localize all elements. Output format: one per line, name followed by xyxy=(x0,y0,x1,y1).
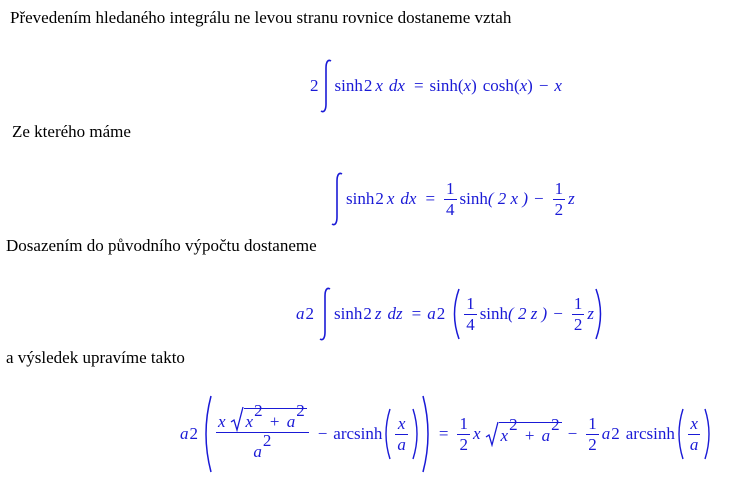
cosh-fn: cosh xyxy=(482,76,514,95)
equals: = xyxy=(425,189,436,208)
minus: − xyxy=(538,76,549,95)
sinh-fn: sinh xyxy=(479,304,509,323)
text-line-1: Převedením hledaného integrálu ne levou stranu rovnice dostaneme vztah xyxy=(10,8,512,27)
var-x: x xyxy=(386,189,395,208)
arg-2x: ( 2 x ) xyxy=(487,189,528,208)
right-paren-icon xyxy=(421,394,433,474)
var-x: x xyxy=(463,76,472,95)
left-paren-icon xyxy=(201,394,213,474)
var-a: a xyxy=(601,424,611,443)
paren-close: ) xyxy=(471,76,477,95)
var-x: x xyxy=(375,76,383,95)
var-z: z xyxy=(374,304,382,323)
fraction-one-half: $\frac{1}{2}$ xyxy=(573,293,583,334)
equation-2: sinh 2 x dx = $\frac{1}{4}$ sinh ( 2 x ) − $\frac{1}{2}$ z xyxy=(330,170,575,228)
minus: − xyxy=(317,424,328,443)
var-z: z xyxy=(568,189,575,208)
minus: − xyxy=(567,424,578,443)
equation-4: a 2 x $x^2 + a^2$ $a^2$ − arcsinh $\frac{x}{a}$ = $\frac{1}{2}$ x $x^2 + a^2$ − $\frac{1}{2}$ a 2 arcsinh $\frac{x}{a}$ xyxy=(180,392,713,476)
fraction-one-quarter: $\frac{1}{4}$ xyxy=(446,178,455,219)
arcsinh-fn: arcsinh xyxy=(625,424,675,443)
integral-icon xyxy=(330,171,344,227)
sinh-fn: sinh xyxy=(334,76,363,95)
equation-3: a 2 sinh 2 z dz = a 2 $\frac{1}{4}$ sinh ( 2 z ) − $\frac{1}{2}$ z xyxy=(296,284,606,344)
sqrt-icon xyxy=(230,406,244,432)
right-paren-icon xyxy=(594,287,606,341)
integral-icon xyxy=(319,58,333,114)
equation-1: 2 sinh 2 x dx = sinh ( x ) cosh ( x ) − x xyxy=(310,56,562,116)
var-a: a xyxy=(180,424,189,443)
var-a: a xyxy=(427,304,436,323)
fraction-x-over-a: $\frac{x}{a}$ xyxy=(397,413,406,454)
left-paren-icon xyxy=(382,407,392,461)
sinh-fn: sinh xyxy=(459,189,488,208)
sinh-fn: sinh xyxy=(346,189,375,208)
arcsinh-fn: arcsinh xyxy=(333,424,383,443)
fraction-x-over-a: $\frac{x}{a}$ xyxy=(689,413,699,454)
sqrt-icon xyxy=(485,421,499,447)
var-z: z xyxy=(587,304,594,323)
paren-open: ( xyxy=(513,76,520,95)
var-x: x xyxy=(554,76,562,95)
var-a: a xyxy=(296,304,305,323)
minus: − xyxy=(534,189,544,208)
paren-open: ( xyxy=(457,76,464,95)
differential: dz xyxy=(387,304,403,323)
fraction-xsqrt-over-a2: x $x^2 + a^2$ $a^2$ xyxy=(216,406,309,462)
arg-2z: ( 2 z ) xyxy=(508,304,548,323)
right-paren-icon xyxy=(411,407,421,461)
minus: − xyxy=(553,304,563,323)
fraction-one-half: $\frac{1}{2}$ xyxy=(588,413,597,454)
right-paren-icon xyxy=(703,407,713,461)
text-line-2: Ze kterého máme xyxy=(12,122,131,141)
var-x: x xyxy=(218,412,226,431)
text-line-3: Dosazením do původního výpočtu dostaneme xyxy=(6,236,317,255)
integral-icon xyxy=(318,286,332,342)
coefficient-2: 2 xyxy=(310,76,319,95)
equals: = xyxy=(438,424,449,443)
left-paren-icon xyxy=(449,287,461,341)
equals: = xyxy=(413,76,424,95)
fraction-one-half: $\frac{1}{2}$ xyxy=(554,178,564,219)
text-line-4: a výsledek upravíme takto xyxy=(6,348,185,367)
equals: = xyxy=(411,304,422,323)
left-paren-icon xyxy=(675,407,685,461)
var-x: x xyxy=(472,424,481,443)
var-x: x xyxy=(519,76,528,95)
paren-close: ) xyxy=(527,76,533,95)
fraction-one-quarter: $\frac{1}{4}$ xyxy=(466,293,475,334)
sinh-fn: sinh xyxy=(334,304,363,323)
fraction-one-half: $\frac{1}{2}$ xyxy=(459,413,468,454)
sinh-fn: sinh xyxy=(429,76,458,95)
differential: dx xyxy=(400,189,417,208)
differential: dx xyxy=(388,76,405,95)
